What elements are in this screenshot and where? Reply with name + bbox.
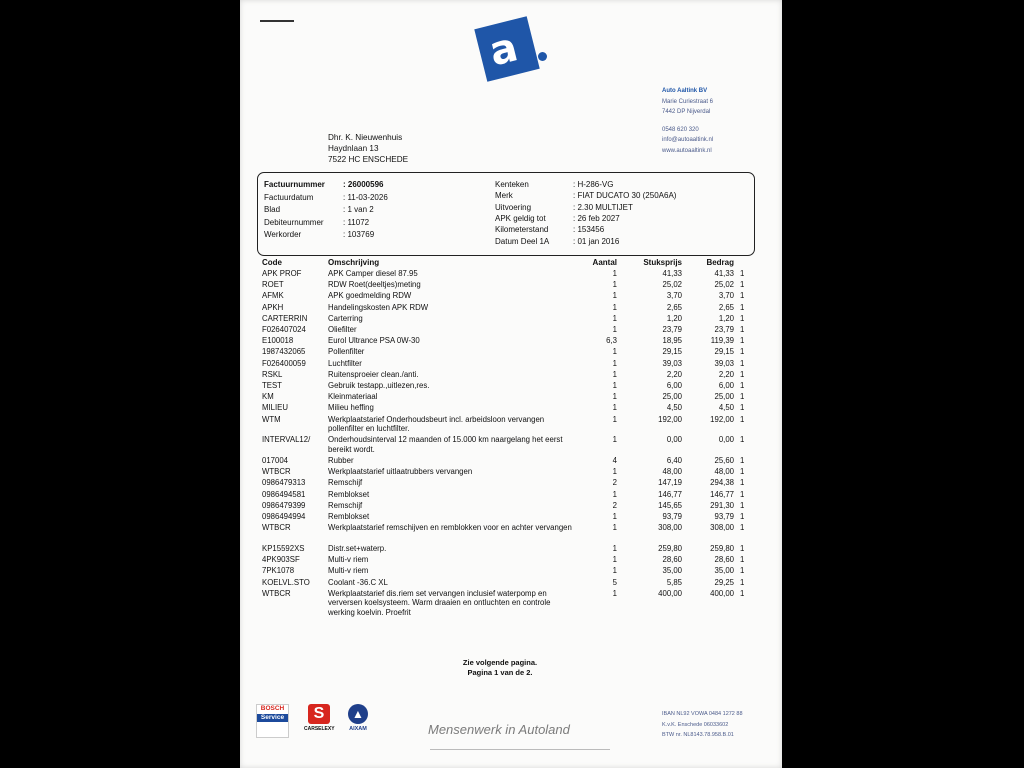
line-description: Eurol Ultrance PSA 0W-30: [328, 336, 420, 346]
line-unit-price: 6,00: [666, 381, 682, 390]
invoice-field-value: : 103769: [343, 230, 375, 239]
company-phone: 0548 620 320: [662, 126, 699, 133]
line-amount: 23,79: [714, 325, 734, 334]
invoice-field-label: Blad: [264, 205, 281, 214]
logo-letter-icon: a: [484, 24, 523, 76]
bosch-service-logo: BOSCH Service: [256, 704, 289, 738]
line-description: Remschijf: [328, 478, 363, 488]
invoice-field-label: Factuurdatum: [264, 192, 314, 202]
line-code: 1987432065: [262, 347, 306, 357]
line-unit-price: 23,79: [662, 325, 682, 334]
line-vat-code: 1: [740, 369, 745, 379]
line-amount: 29,15: [714, 347, 734, 357]
line-code: WTBCR: [262, 523, 291, 533]
line-description: Onderhoudsinterval 12 maanden of 15.000 km naargelang het eerst bereikt wordt.: [328, 435, 563, 454]
line-amount: 400,00: [710, 588, 734, 598]
line-amount: 25,02: [714, 280, 734, 290]
carselexy-icon: S: [308, 704, 330, 724]
line-code: KOELVL.STO: [262, 577, 310, 587]
line-code: RSKL: [262, 369, 283, 379]
line-unit-price: 192,00: [658, 414, 682, 424]
line-vat-code: 1: [740, 392, 745, 402]
line-vat-code: 1: [740, 555, 745, 565]
line-code: WTBCR: [262, 467, 291, 477]
line-unit-price: 39,03: [662, 358, 682, 368]
line-vat-code: 1: [740, 325, 745, 334]
company-logo: [474, 16, 539, 81]
line-vat-code: 1: [740, 566, 745, 576]
line-quantity: 1: [612, 313, 617, 323]
vehicle-field-value: : 26 feb 2027: [573, 213, 620, 223]
line-vat-code: 1: [740, 280, 745, 290]
line-unit-price: 29,15: [662, 347, 682, 357]
line-code: INTERVAL12/: [262, 435, 311, 445]
addressee-block: [328, 133, 408, 165]
line-amount: 294,38: [710, 478, 734, 488]
line-quantity: 1: [612, 347, 617, 357]
line-code: 0986479399: [262, 500, 306, 510]
line-quantity: 1: [612, 588, 617, 598]
line-description: Multi-v riem: [328, 566, 369, 576]
vat-number: BTW nr. NL8143.78.958.B.01: [662, 732, 734, 738]
company-email: info@autoaaltink.nl: [662, 137, 714, 143]
line-description: RDW Roet(deeltjes)meting: [328, 280, 421, 290]
line-description: Werkplaatstarief dis.riem set vervangen inclusief waterpomp en verversen koelsysteem. Warm draaien en ontluchten en controle werking koelvin. Proefrit: [328, 588, 551, 617]
line-vat-code: 1: [740, 489, 745, 499]
line-quantity: 1: [612, 512, 617, 521]
vehicle-field-value: : 153456: [573, 225, 605, 235]
line-amount: 28,60: [714, 555, 734, 565]
line-description: APK goedmelding RDW: [328, 291, 412, 301]
line-quantity: 2: [612, 478, 617, 488]
addressee-city: 7522 HC ENSCHEDE: [328, 154, 409, 164]
line-unit-price: 18,95: [662, 336, 682, 346]
line-unit-price: 93,79: [662, 512, 682, 521]
continue-note: Zie volgende pagina.: [462, 658, 538, 667]
line-quantity: 5: [612, 577, 617, 587]
line-description: Luchtfilter: [328, 358, 362, 368]
line-quantity: 6,3: [606, 336, 617, 346]
company-address: [662, 86, 713, 156]
header-description: Omschrijving: [328, 258, 380, 267]
line-unit-price: 2,20: [666, 369, 682, 379]
line-unit-price: 308,00: [658, 523, 682, 533]
line-quantity: 1: [612, 467, 617, 477]
line-description: Remschijf: [328, 500, 363, 510]
line-quantity: 1: [612, 414, 617, 424]
line-unit-price: 6,40: [666, 456, 682, 465]
line-unit-price: 5,85: [666, 577, 682, 587]
iban: IBAN NL92 VOWA 0484 1272 88: [662, 711, 743, 717]
line-amount: 29,25: [714, 577, 734, 587]
line-code: WTM: [262, 414, 281, 424]
line-amount: 259,80: [710, 543, 734, 553]
invoice-field-label: Factuurnummer: [264, 180, 325, 189]
line-description: Oliefilter: [328, 325, 357, 334]
line-unit-price: 146,77: [658, 489, 682, 499]
line-quantity: 1: [612, 566, 617, 576]
addressee-name: Dhr. K. Nieuwenhuis: [328, 133, 403, 142]
vehicle-field-label: Uitvoering: [495, 202, 532, 212]
line-unit-price: 35,00: [662, 566, 682, 576]
line-amount: 93,79: [714, 512, 734, 521]
line-quantity: 1: [612, 302, 617, 312]
line-description: Milieu heffing: [328, 403, 374, 413]
line-code: ROET: [262, 280, 284, 290]
line-code: WTBCR: [262, 588, 291, 598]
line-unit-price: 0,00: [666, 435, 682, 445]
line-amount: 291,30: [710, 500, 734, 510]
bank-details: [662, 709, 743, 741]
invoice-field-label: Werkorder: [264, 230, 302, 239]
line-vat-code: 1: [740, 336, 745, 346]
line-unit-price: 25,00: [662, 392, 682, 402]
line-description: Kleinmateriaal: [328, 392, 378, 402]
line-code: KP15592XS: [262, 543, 305, 553]
line-vat-code: 1: [740, 381, 745, 390]
line-vat-code: 1: [740, 456, 745, 465]
line-quantity: 1: [612, 269, 617, 278]
kvk-number: K.v.K. Enschede 06033602: [662, 721, 729, 728]
line-vat-code: 1: [740, 543, 745, 553]
line-quantity: 1: [612, 555, 617, 565]
line-vat-code: 1: [740, 500, 745, 510]
line-unit-price: 3,70: [666, 291, 682, 301]
line-description: Ruitensproeier clean./anti.: [328, 369, 419, 379]
invoice-page: [240, 0, 782, 768]
line-vat-code: 1: [740, 435, 745, 445]
line-amount: 308,00: [710, 523, 734, 533]
line-vat-code: 1: [740, 512, 745, 521]
line-code: KM: [262, 392, 274, 402]
invoice-field-label: Debiteurnummer: [264, 217, 324, 227]
line-vat-code: 1: [740, 347, 745, 357]
vehicle-field-value: : FIAT DUCATO 30 (250A6A): [573, 191, 677, 201]
line-unit-price: 4,50: [666, 403, 682, 413]
line-code: 0986494994: [262, 512, 306, 521]
line-quantity: 1: [612, 381, 617, 390]
vehicle-field-label: APK geldig tot: [495, 213, 546, 223]
line-amount: 4,50: [718, 403, 734, 413]
line-unit-price: 259,80: [658, 543, 682, 553]
invoice-field-value: : 1 van 2: [343, 205, 374, 214]
vehicle-field-label: Kilometerstand: [495, 225, 549, 235]
aixam-icon: ▲: [348, 704, 368, 724]
line-description: Handelingskosten APK RDW: [328, 302, 429, 312]
line-code: MILIEU: [262, 403, 288, 413]
line-quantity: 4: [612, 456, 617, 465]
line-amount: 0,00: [718, 435, 734, 445]
line-code: 0986494581: [262, 489, 306, 499]
addressee-street: Haydnlaan 13: [328, 143, 379, 153]
line-amount: 35,00: [714, 566, 734, 576]
line-amount: 48,00: [714, 467, 734, 477]
slogan-underline: [430, 749, 610, 750]
line-code: 0986479313: [262, 478, 306, 488]
line-description: Werkplaatstarief remschijven en remblokken voor en achter vervangen: [328, 523, 572, 533]
line-quantity: 1: [612, 543, 617, 553]
line-description: Multi-v riem: [328, 555, 369, 565]
line-code: CARTERRIN: [262, 313, 308, 323]
line-code: TEST: [262, 381, 282, 390]
line-code: APKH: [262, 302, 284, 312]
line-vat-code: 1: [740, 291, 745, 301]
vehicle-field-label: Merk: [495, 191, 513, 201]
company-city: 7442 DP Nijverdal: [662, 109, 711, 115]
line-vat-code: 1: [740, 523, 745, 533]
line-description: Rubber: [328, 456, 354, 465]
line-vat-code: 1: [740, 414, 745, 424]
vehicle-field-value: : 2.30 MULTIJET: [573, 202, 633, 212]
line-unit-price: 2,65: [666, 302, 682, 312]
line-unit-price: 28,60: [662, 555, 682, 565]
line-amount: 192,00: [710, 414, 734, 424]
company-street: Marie Curiestraat 6: [662, 98, 714, 105]
vehicle-field-label: Kenteken: [495, 180, 529, 189]
line-unit-price: 48,00: [662, 467, 682, 477]
line-description: Distr.set+waterp.: [328, 543, 387, 553]
line-amount: 41,33: [714, 269, 734, 278]
vehicle-field-value: : 01 jan 2016: [573, 236, 620, 246]
line-amount: 119,39: [710, 336, 734, 346]
line-vat-code: 1: [740, 403, 745, 413]
line-quantity: 1: [612, 403, 617, 413]
line-code: 017004: [262, 456, 289, 465]
line-amount: 39,03: [714, 358, 734, 368]
line-code: APK PROF: [262, 269, 302, 278]
page-footer-note: [440, 658, 560, 678]
line-vat-code: 1: [740, 302, 745, 312]
line-code: AFMK: [262, 291, 284, 301]
company-web: www.autoaaltink.nl: [662, 147, 712, 154]
logo-dot-icon: [538, 52, 547, 61]
line-description: Pollenfilter: [328, 347, 365, 357]
line-quantity: 1: [612, 291, 617, 301]
line-amount: 25,00: [714, 392, 734, 402]
line-code: F026400059: [262, 358, 306, 368]
line-unit-price: 145,65: [658, 500, 682, 510]
line-quantity: 1: [612, 325, 617, 334]
line-vat-code: 1: [740, 467, 745, 477]
line-description: APK Camper diesel 87.95: [328, 269, 418, 278]
line-code: 4PK903SF: [262, 555, 300, 565]
header-unit-price: Stuksprijs: [643, 258, 682, 267]
line-quantity: 1: [612, 435, 617, 445]
line-quantity: 2: [612, 500, 617, 510]
page-number: Pagina 1 van de 2.: [467, 668, 533, 677]
line-vat-code: 1: [740, 358, 745, 368]
line-code: 7PK1078: [262, 566, 295, 576]
line-unit-price: 1,20: [666, 313, 682, 323]
vehicle-field-value: : H-286-VG: [573, 180, 614, 189]
aixam-logo: ▲ AIXAM: [342, 704, 374, 732]
line-description: Remblokset: [328, 489, 370, 499]
line-unit-price: 25,02: [662, 280, 682, 290]
line-description: Werkplaatstarief Onderhoudsbeurt incl. arbeidsloon vervangen pollenfilter en luchtfilter.: [328, 414, 545, 434]
line-description: Remblokset: [328, 512, 370, 521]
line-quantity: 1: [612, 280, 617, 290]
line-description: Werkplaatstarief uitlaatrubbers vervangen: [328, 467, 473, 477]
line-quantity: 1: [612, 369, 617, 379]
line-amount: 2,20: [718, 369, 734, 379]
line-unit-price: 41,33: [662, 269, 682, 278]
line-quantity: 1: [612, 392, 617, 402]
header-code: Code: [262, 258, 282, 267]
header-amount: Bedrag: [706, 258, 734, 267]
vehicle-field-label: Datum Deel 1A: [495, 236, 550, 246]
line-vat-code: 1: [740, 577, 745, 587]
line-description: Coolant -36.C XL: [328, 577, 388, 587]
line-amount: 2,65: [718, 302, 734, 312]
line-amount: 25,60: [714, 456, 734, 465]
line-unit-price: 400,00: [658, 588, 682, 598]
line-code: E100018: [262, 336, 294, 346]
line-amount: 3,70: [718, 291, 734, 301]
header-quantity: Aantal: [592, 258, 617, 267]
company-name: Auto Aaltink BV: [662, 88, 708, 94]
line-quantity: 1: [612, 523, 617, 533]
line-amount: 6,00: [718, 381, 734, 390]
staple-mark: [260, 20, 294, 22]
line-vat-code: 1: [740, 588, 745, 598]
line-unit-price: 147,19: [658, 478, 682, 488]
line-amount: 1,20: [718, 313, 734, 323]
line-amount: 146,77: [710, 489, 734, 499]
line-vat-code: 1: [740, 269, 745, 278]
invoice-field-value: : 26000596: [343, 180, 384, 189]
line-vat-code: 1: [740, 478, 745, 488]
line-quantity: 1: [612, 489, 617, 499]
invoice-field-value: : 11072: [343, 217, 370, 227]
carselexy-logo: S CARSELEXY: [304, 705, 335, 732]
line-quantity: 1: [612, 358, 617, 368]
line-code: F026407024: [262, 325, 306, 334]
line-vat-code: 1: [740, 313, 745, 323]
line-description: Carterring: [328, 313, 363, 323]
invoice-field-value: : 11-03-2026: [343, 192, 388, 202]
slogan: Mensenwerk in Autoland: [428, 722, 570, 737]
line-description: Gebruik testapp.,uitlezen,res.: [328, 381, 430, 390]
